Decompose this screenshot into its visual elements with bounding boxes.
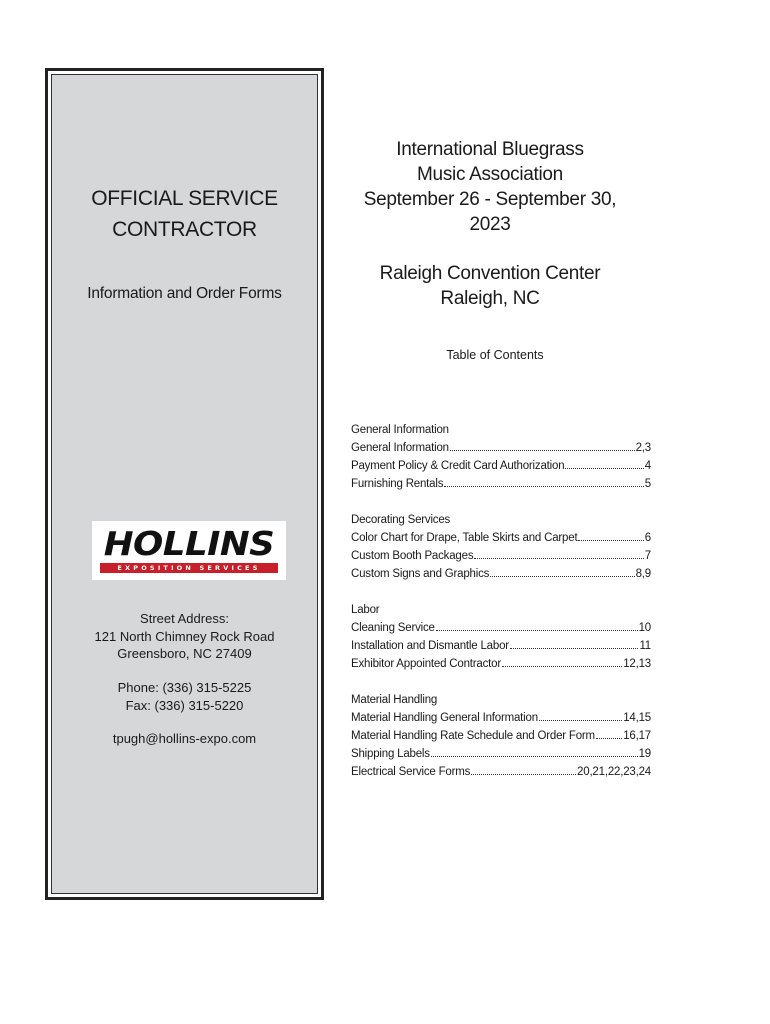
toc-entry [351, 457, 651, 475]
fax-number: Fax: (336) 315-5220 [125, 697, 244, 713]
toc-entry-pages: 20,21,22,23,24 [577, 766, 651, 778]
address-label: Street Address: [140, 611, 229, 626]
contact-numbers [52, 679, 317, 714]
toc-entry-pages: 12,13 [623, 658, 651, 670]
venue-city: Raleigh, NC [440, 288, 540, 309]
toc-entry-label: Custom Signs and Graphics [351, 568, 490, 580]
toc-section [351, 511, 651, 583]
street-address [52, 610, 317, 663]
toc-section-heading: Decorating Services [351, 514, 451, 526]
toc-entry [351, 637, 651, 655]
toc-entry [351, 727, 651, 745]
toc-entry [351, 475, 651, 493]
toc-entry-label: Payment Policy & Credit Card Authorization [351, 460, 565, 472]
toc-entry [351, 547, 651, 565]
toc-entry-label: Exhibitor Appointed Contractor [351, 658, 501, 670]
toc-entry [351, 709, 651, 727]
address-line-2: Greensboro, NC 27409 [117, 646, 252, 661]
toc-entry-pages: 10 [638, 622, 651, 634]
toc-leader-dots [436, 619, 638, 631]
toc-entry-pages: 14,15 [623, 712, 651, 724]
toc-leader-dots [450, 439, 635, 451]
toc-entry [351, 439, 651, 457]
toc-section [351, 691, 651, 781]
toc-entry-label: Electrical Service Forms [351, 766, 471, 778]
event-title [340, 137, 640, 237]
contractor-panel-inner [51, 74, 318, 894]
heading-line-1: OFFICIAL SERVICE [91, 187, 278, 210]
toc-entry-label: General Information [351, 442, 449, 454]
toc-entry [351, 565, 651, 583]
venue-name: Raleigh Convention Center [379, 263, 601, 284]
toc-entry-label: Shipping Labels [351, 748, 430, 760]
toc-leader-dots [502, 655, 622, 667]
toc-leader-dots [539, 709, 622, 721]
toc-leader-dots [510, 637, 639, 649]
toc-entry-pages: 4 [644, 460, 651, 472]
toc-section [351, 601, 651, 673]
toc-entry-label: Material Handling Rate Schedule and Order Form [351, 730, 595, 742]
logo-tagline: EXPOSITION SERVICES [100, 563, 278, 573]
toc-section-heading: Material Handling [351, 694, 438, 706]
phone-number: Phone: (336) 315-5225 [117, 680, 252, 695]
hollins-logo [92, 521, 286, 580]
logo-wordmark: HOLLINS [103, 524, 275, 563]
contractor-panel [45, 68, 324, 900]
toc-entry [351, 655, 651, 673]
toc-leader-dots [471, 763, 576, 775]
official-service-contractor-heading [52, 183, 317, 245]
toc-entry-pages: 2,3 [635, 442, 651, 454]
toc-entry-label: Furnishing Rentals [351, 478, 444, 490]
toc-leader-dots [444, 475, 644, 487]
toc-entry-pages: 7 [644, 550, 651, 562]
toc-entry-pages: 11 [639, 640, 651, 652]
toc-section [351, 421, 651, 493]
toc-entry-pages: 16,17 [623, 730, 651, 742]
heading-line-2: CONTRACTOR [112, 218, 257, 241]
email-address: tpugh@hollins-expo.com [112, 731, 257, 746]
toc-entry [351, 529, 651, 547]
toc-leader-dots [490, 565, 634, 577]
toc-entry [351, 745, 651, 763]
toc-entry [351, 763, 651, 781]
toc-section-heading: General Information [351, 424, 449, 436]
toc-leader-dots [474, 547, 643, 559]
toc-leader-dots [431, 745, 638, 757]
toc-leader-dots [596, 727, 622, 739]
toc-entry-pages: 8,9 [635, 568, 651, 580]
table-of-contents [351, 421, 651, 799]
toc-entry-label: Cleaning Service [351, 622, 435, 634]
address-line-1: 121 North Chimney Rock Road [94, 628, 275, 644]
event-line-1: International Bluegrass [396, 139, 584, 160]
toc-entry-label: Custom Booth Packages [351, 550, 474, 562]
toc-entry-label: Installation and Dismantle Labor [351, 640, 509, 652]
info-forms-subtitle: Information and Order Forms [87, 285, 282, 302]
toc-leader-dots [578, 529, 643, 541]
venue [340, 261, 640, 311]
event-line-2: Music Association [417, 164, 563, 185]
toc-entry-label: Material Handling General Information [351, 712, 538, 724]
toc-entry [351, 619, 651, 637]
event-year: 2023 [469, 214, 511, 235]
toc-section-heading: Labor [351, 604, 380, 616]
toc-entry-pages: 5 [644, 478, 651, 490]
table-of-contents-title: Table of Contents [446, 348, 544, 362]
toc-entry-pages: 19 [638, 748, 651, 760]
event-dates: September 26 - September 30, [363, 189, 617, 210]
toc-entry-pages: 6 [644, 532, 651, 544]
toc-leader-dots [565, 457, 643, 469]
toc-entry-label: Color Chart for Drape, Table Skirts and Carpet [351, 532, 578, 544]
